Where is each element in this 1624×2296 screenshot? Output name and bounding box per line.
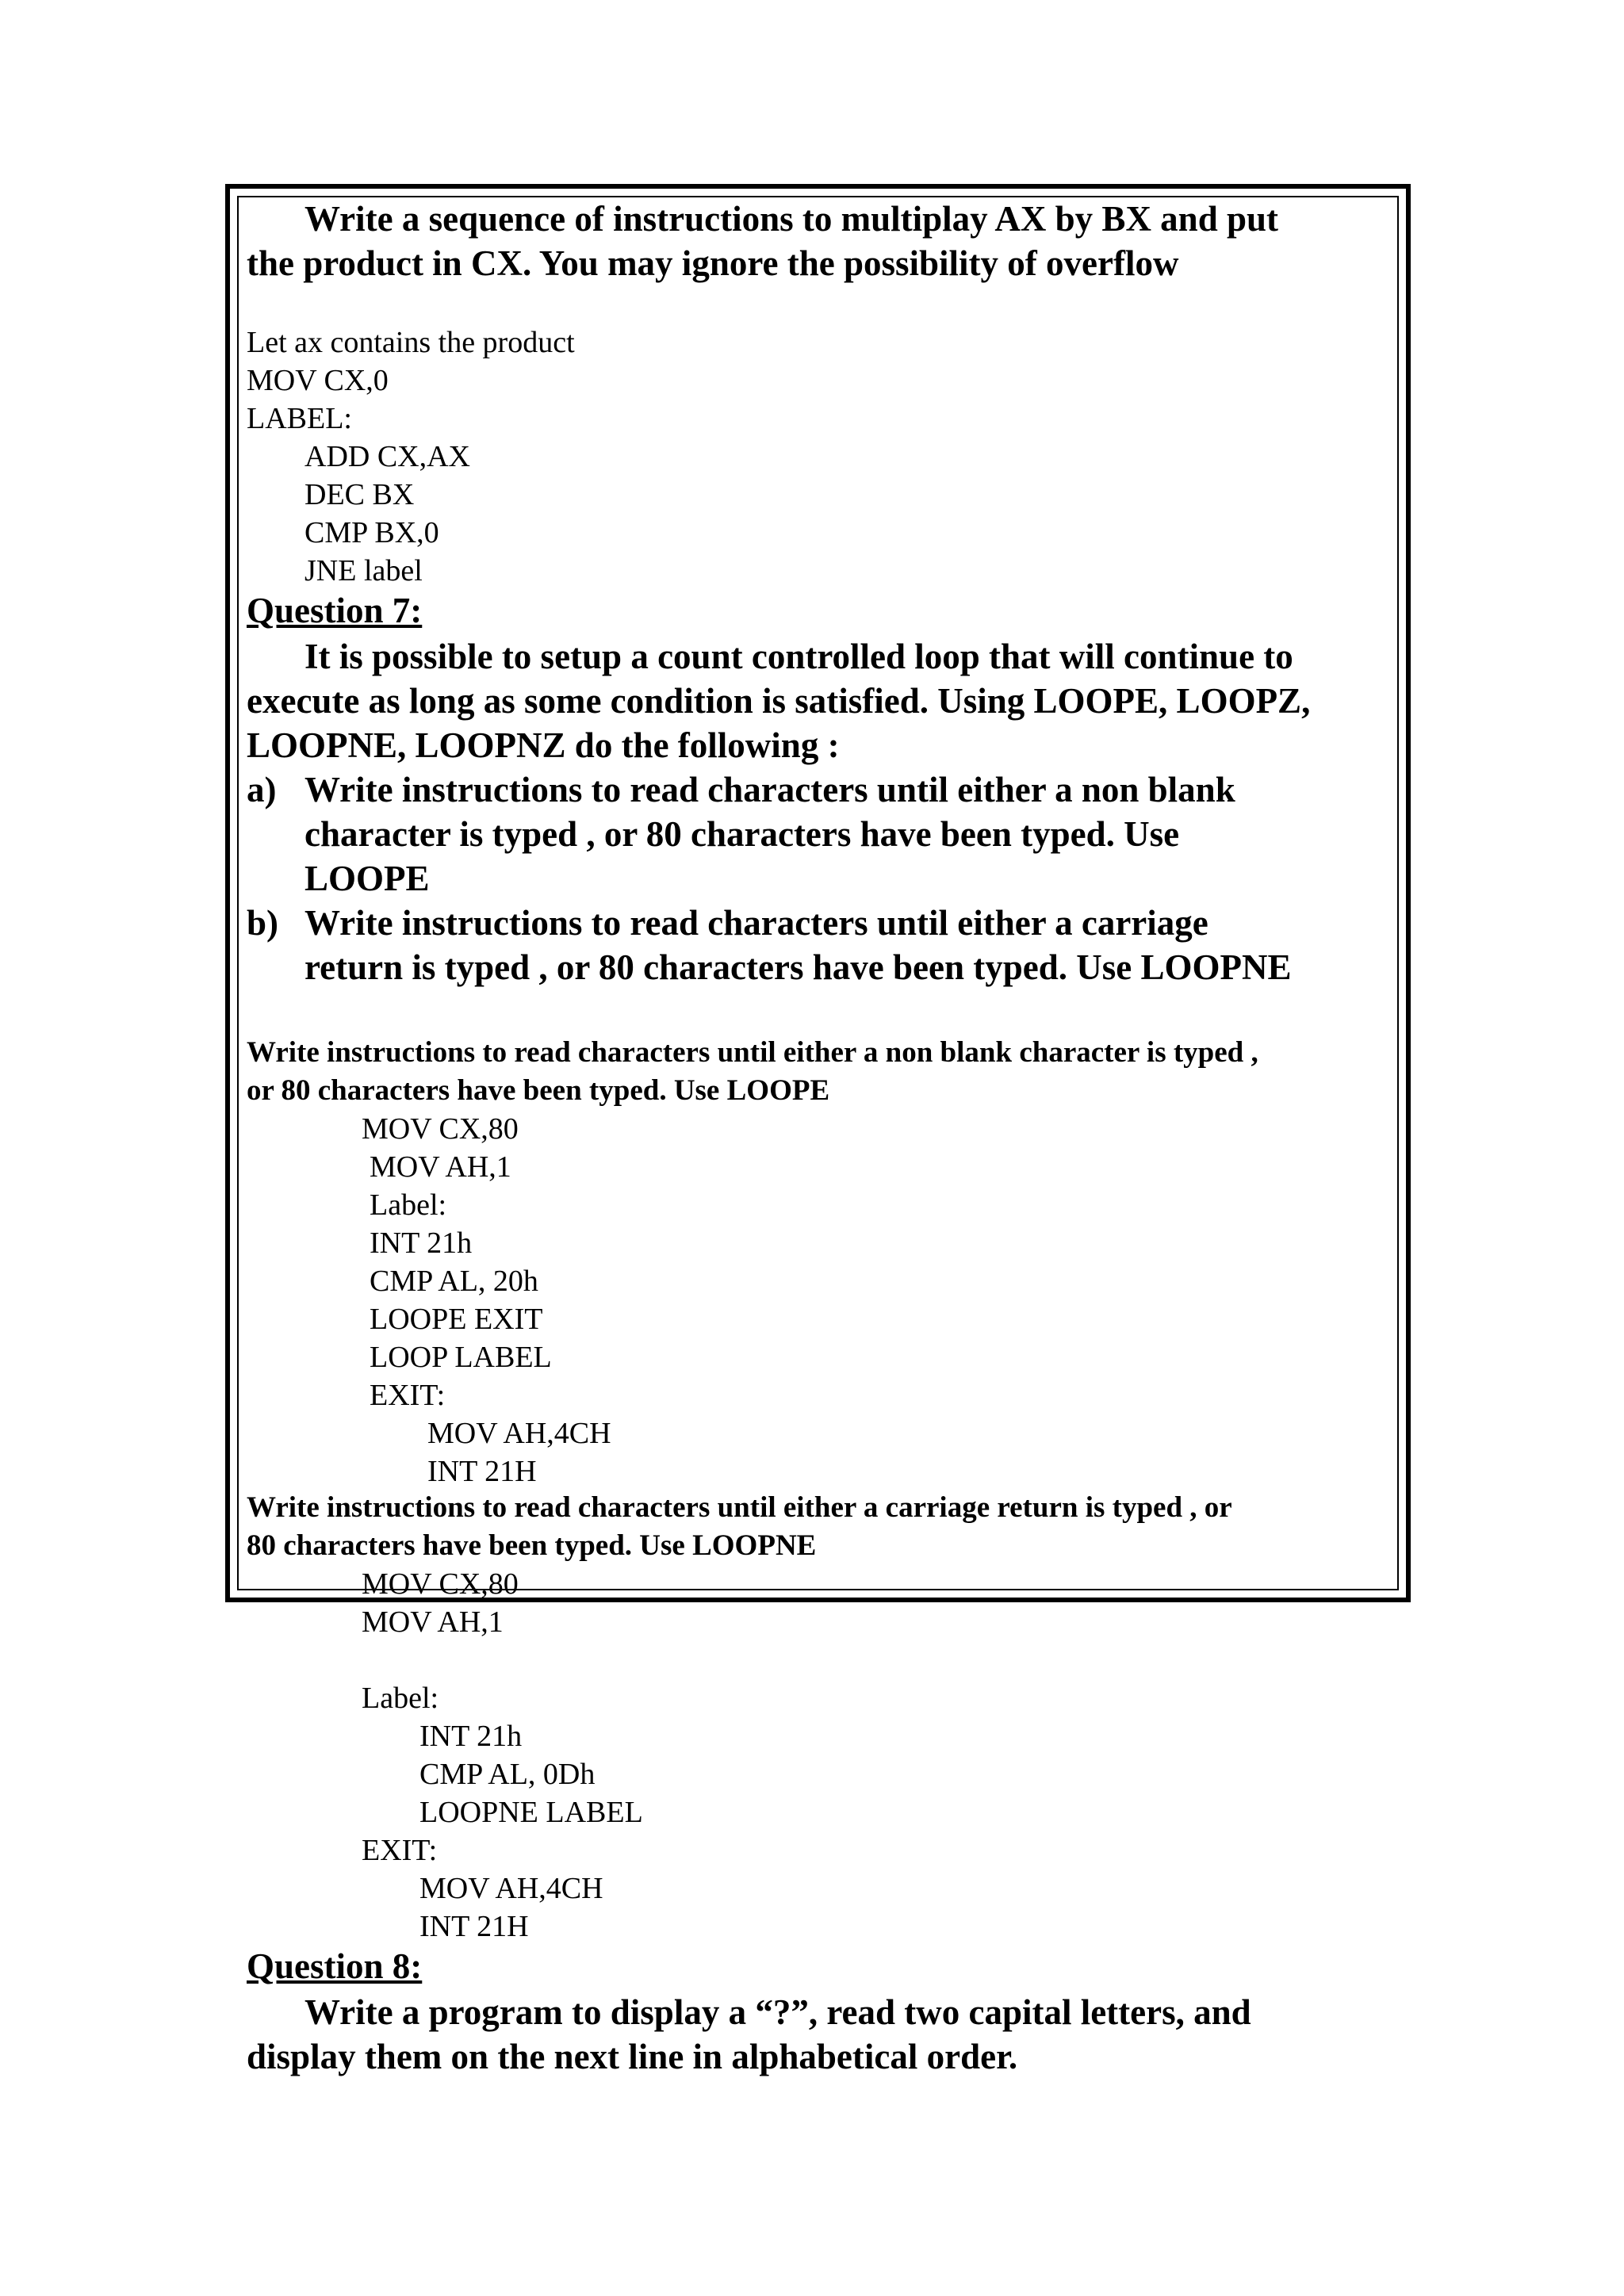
q7-prompt-line-3: LOOPNE, LOOPNZ do the following : [247,725,840,765]
intro-code-line: DEC BX [304,478,415,511]
q7-part-b-line: return is typed , or 80 characters have been typed. Use LOOPNE [304,947,1292,987]
q8-prompt-line-2: display them on the next line in alphabetical order. [247,2037,1018,2076]
q7-prompt-line-2: execute as long as some condition is satisfied. Using LOOPE, LOOPZ, [247,681,1311,721]
q7-part-a-marker: a) [247,770,277,809]
q8-prompt-line-1: Write a program to display a “?”, read two capital letters, and [304,1992,1251,2032]
intro-code-line: ADD CX,AX [304,440,470,473]
answer-a-code-line: LOOPE EXIT [370,1303,543,1336]
answer-a-code-line: MOV AH,4CH [427,1417,611,1450]
question-8-title: Question 8: [247,1946,423,1986]
answer-b-code-line: MOV AH,4CH [419,1872,603,1905]
answer-a-heading-line: or 80 characters have been typed. Use LOOPE [247,1074,830,1107]
answer-a-code-line: CMP AL, 20h [370,1265,538,1298]
intro-code-line: CMP BX,0 [304,516,439,549]
intro-heading-line-1: Write a sequence of instructions to multiplay AX by BX and put [304,199,1279,239]
intro-code-line: MOV CX,0 [247,364,389,397]
intro-code-line: JNE label [304,554,423,587]
q7-part-a-line: Write instructions to read characters until either a non blank [304,770,1235,809]
q7-part-b-marker: b) [247,903,279,943]
answer-b-code-line: MOV CX,80 [362,1567,519,1601]
answer-b-code-line: Label: [362,1682,439,1715]
answer-b-code-line: INT 21H [419,1910,529,1943]
answer-a-code-line: Label: [370,1188,447,1222]
q7-part-a-line: LOOPE [304,859,430,898]
answer-b-code-line: CMP AL, 0Dh [419,1758,596,1791]
intro-code-line: LABEL: [247,402,352,435]
answer-b-code-line: LOOPNE LABEL [419,1796,643,1829]
intro-heading-line-2: the product in CX. You may ignore the possibility of overflow [247,243,1179,283]
q7-part-a-line: character is typed , or 80 characters have been typed. Use [304,814,1180,854]
answer-b-heading-line: Write instructions to read characters until either a carriage return is typed , or [247,1491,1232,1524]
answer-a-code-line: MOV CX,80 [362,1112,519,1146]
question-7-title: Question 7: [247,591,423,630]
intro-note: Let ax contains the product [247,326,575,359]
q7-prompt-line-1: It is possible to setup a count controlled loop that will continue to [304,637,1293,676]
answer-a-heading-line: Write instructions to read characters until either a non blank character is typed , [247,1036,1258,1069]
answer-a-code-line: LOOP LABEL [370,1341,552,1374]
answer-a-code-line: MOV AH,1 [370,1150,511,1184]
answer-a-code-line: EXIT: [370,1379,446,1412]
q7-part-b-line: Write instructions to read characters until either a carriage [304,903,1208,943]
answer-b-code-line: EXIT: [362,1834,438,1867]
answer-a-code-line: INT 21h [370,1226,473,1260]
answer-a-code-line: INT 21H [427,1455,537,1488]
answer-b-heading-line: 80 characters have been typed. Use LOOPNE [247,1529,817,1562]
answer-b-code-line: INT 21h [419,1720,523,1753]
answer-b-code-line: MOV AH,1 [362,1605,504,1639]
